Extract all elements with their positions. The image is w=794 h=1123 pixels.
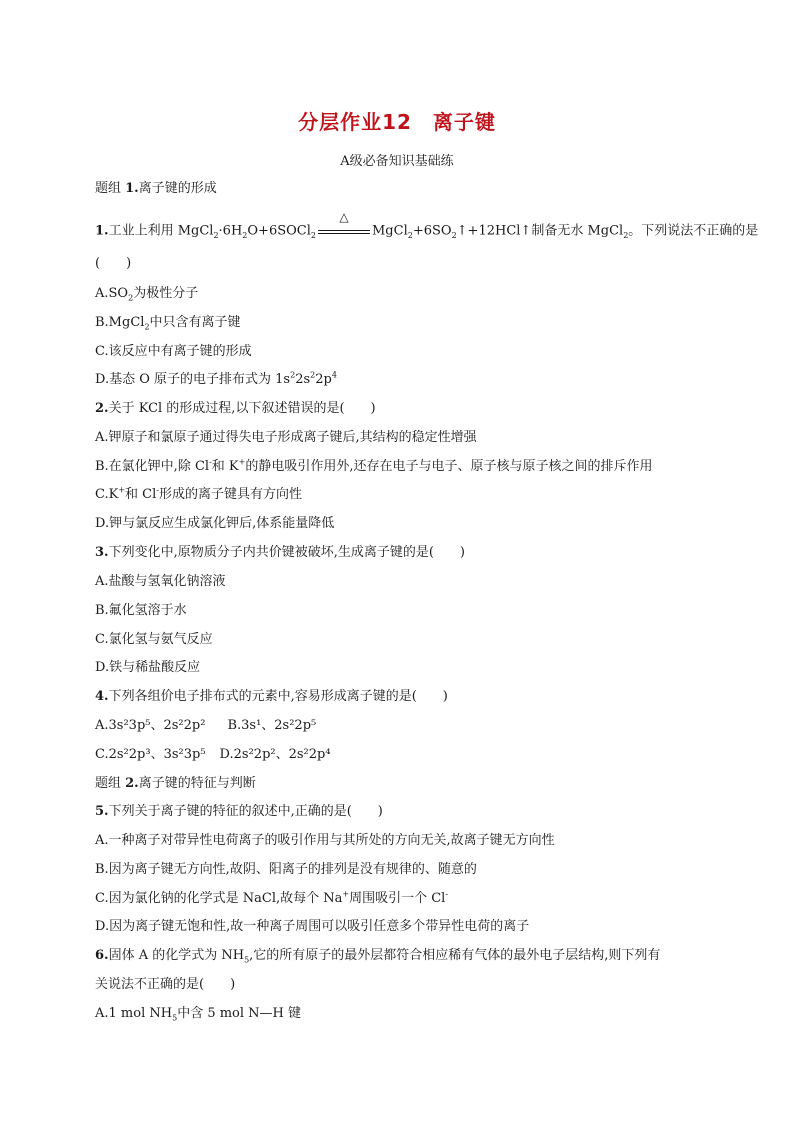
question-number: 5. bbox=[95, 804, 109, 819]
stem-text: ,它的所有原子的最外层都符合相应稀有气体的最外电子层结构,则下列有 bbox=[249, 948, 661, 963]
option-text: 和 K bbox=[211, 459, 239, 474]
option-text: A.1 mol NH bbox=[95, 1006, 173, 1021]
option-c: C.氯化氢与氨气反应 bbox=[95, 632, 213, 647]
option-text: 为极性分子 bbox=[133, 286, 199, 301]
option-text: 和 Cl bbox=[125, 487, 157, 502]
reaction-condition bbox=[316, 210, 372, 240]
options-row-ab bbox=[95, 717, 316, 735]
subscript: 2 bbox=[407, 231, 413, 241]
option-d: D.铁与稀盐酸反应 bbox=[95, 660, 201, 675]
question-3-stem bbox=[95, 544, 465, 562]
option-text: C.K bbox=[95, 487, 119, 502]
superscript: 2 bbox=[310, 370, 316, 380]
subscript: 2 bbox=[242, 231, 248, 241]
option-a bbox=[95, 285, 198, 303]
subscript: 2 bbox=[310, 231, 316, 241]
question-number: 3. bbox=[95, 545, 109, 560]
superscript: + bbox=[342, 889, 350, 899]
superscript: + bbox=[118, 485, 126, 495]
question-6-stem-cont: 关说法不正确的是( ) bbox=[95, 977, 236, 992]
question-4-stem bbox=[95, 688, 448, 706]
option-c: C.该反应中有离子键的形成 bbox=[95, 344, 252, 359]
group-heading-1 bbox=[95, 180, 217, 198]
option-a: A.3s²3p⁵、2s²2p² bbox=[95, 718, 206, 733]
group-heading-2 bbox=[95, 775, 256, 793]
page-title: 分层作业12 离子键 bbox=[298, 110, 496, 134]
option-text: 中只含有离子键 bbox=[149, 315, 241, 330]
group-number: 2. bbox=[125, 776, 139, 791]
option-a: A.一种离子对带异性电荷离子的吸引作用与其所处的方向无关,故离子键无方向性 bbox=[95, 833, 555, 848]
stem-text: 下列关于离子键的特征的叙述中,正确的是( ) bbox=[108, 804, 383, 819]
subscript: 5 bbox=[172, 1013, 178, 1023]
subscript: 2 bbox=[213, 231, 219, 241]
stem-text: +6SO bbox=[412, 223, 452, 239]
option-text: 形成的离子键具有方向性 bbox=[158, 487, 302, 502]
superscript: - bbox=[209, 457, 212, 467]
question-5-stem bbox=[95, 803, 383, 821]
option-c: C.2s²2p³、3s²3p⁵ bbox=[95, 747, 206, 762]
subscript: 2 bbox=[128, 293, 134, 303]
option-d bbox=[95, 371, 337, 389]
option-text: 2p bbox=[315, 372, 332, 387]
subscript: 2 bbox=[144, 322, 150, 332]
stem-text: O+6SOCl bbox=[247, 223, 311, 239]
option-d: D.钾与氯反应生成氯化钾后,体系能量降低 bbox=[95, 516, 335, 531]
option-a bbox=[95, 1005, 301, 1023]
question-number: 2. bbox=[95, 401, 109, 416]
superscript: - bbox=[156, 485, 159, 495]
stem-text: 下列变化中,原物质分子内共价键被破坏,生成离子键的是( ) bbox=[108, 545, 465, 560]
superscript: + bbox=[238, 457, 246, 467]
stem-text: 。下列说法不正确的是 bbox=[628, 223, 759, 239]
stem-text: 关于 KCl 的形成过程,以下叙述错误的是( ) bbox=[108, 401, 376, 416]
equals-bar bbox=[318, 233, 370, 234]
option-text: B.在氯化钾中,除 Cl bbox=[95, 459, 210, 474]
question-number: 1. bbox=[95, 223, 109, 239]
option-text: 2s bbox=[295, 372, 311, 387]
section-heading: A级必备知识基础练 bbox=[340, 154, 454, 169]
stem-text: 下列各组价电子排布式的元素中,容易形成离子键的是( ) bbox=[108, 689, 448, 704]
question-1-stem bbox=[95, 210, 759, 241]
option-c bbox=[95, 890, 448, 908]
superscript: - bbox=[445, 889, 449, 899]
group-title: 离子键的特征与判断 bbox=[138, 776, 256, 791]
superscript: 2 bbox=[290, 370, 296, 380]
option-b bbox=[95, 458, 652, 476]
option-text: D.基态 O 原子的电子排布式为 1s bbox=[95, 372, 291, 387]
subscript: 5 bbox=[244, 955, 250, 965]
group-title: 离子键的形成 bbox=[138, 181, 217, 196]
option-text: 中含 5 mol N—H 键 bbox=[177, 1006, 302, 1021]
option-a: A.盐酸与氢氧化钠溶液 bbox=[95, 574, 226, 589]
option-text: 的静电吸引作用外,还存在电子与电子、原子核与原子核之间的排斥作用 bbox=[245, 459, 653, 474]
option-d: D.因为离子键无饱和性,故一种离子周围可以吸引任意多个带异性电荷的离子 bbox=[95, 919, 530, 934]
option-text: C.因为氯化钠的化学式是 NaCl,故每个 Na bbox=[95, 891, 343, 906]
stem-text: ·6H bbox=[218, 223, 243, 239]
question-number: 4. bbox=[95, 689, 109, 704]
stem-text: MgCl bbox=[371, 223, 408, 239]
stem-text: 固体 A 的化学式为 NH bbox=[108, 948, 245, 963]
option-b bbox=[95, 314, 241, 332]
option-c bbox=[95, 486, 302, 504]
group-label: 题组 bbox=[95, 776, 126, 791]
heat-triangle-icon: △ bbox=[339, 210, 349, 224]
group-label: 题组 bbox=[95, 181, 126, 196]
stem-text: 工业上利用 MgCl bbox=[108, 223, 214, 239]
superscript: 4 bbox=[331, 370, 337, 380]
options-row-cd bbox=[95, 746, 331, 764]
question-number: 6. bbox=[95, 948, 109, 963]
option-d: D.2s²2p²、2s²2p⁴ bbox=[219, 747, 331, 762]
option-b: B.3s¹、2s²2p⁵ bbox=[227, 718, 317, 733]
subscript: 2 bbox=[623, 231, 629, 241]
option-text: 周围吸引一个 Cl bbox=[349, 891, 446, 906]
option-a: A.钾原子和氯原子通过得失电子形成离子键后,其结构的稳定性增强 bbox=[95, 430, 477, 445]
option-text: B.MgCl bbox=[95, 315, 145, 330]
answer-blank: ( ) bbox=[95, 256, 132, 271]
equals-bar bbox=[318, 230, 370, 231]
option-b: B.氟化氢溶于水 bbox=[95, 603, 187, 618]
stem-text: ↑+12HCl↑制备无水 MgCl bbox=[456, 223, 624, 239]
question-6-stem bbox=[95, 947, 660, 965]
subscript: 2 bbox=[451, 231, 457, 241]
option-text: A.SO bbox=[95, 286, 129, 301]
option-b: B.因为离子键无方向性,故阴、阳离子的排列是没有规律的、随意的 bbox=[95, 862, 477, 877]
group-number: 1. bbox=[125, 181, 139, 196]
question-2-stem bbox=[95, 400, 376, 418]
